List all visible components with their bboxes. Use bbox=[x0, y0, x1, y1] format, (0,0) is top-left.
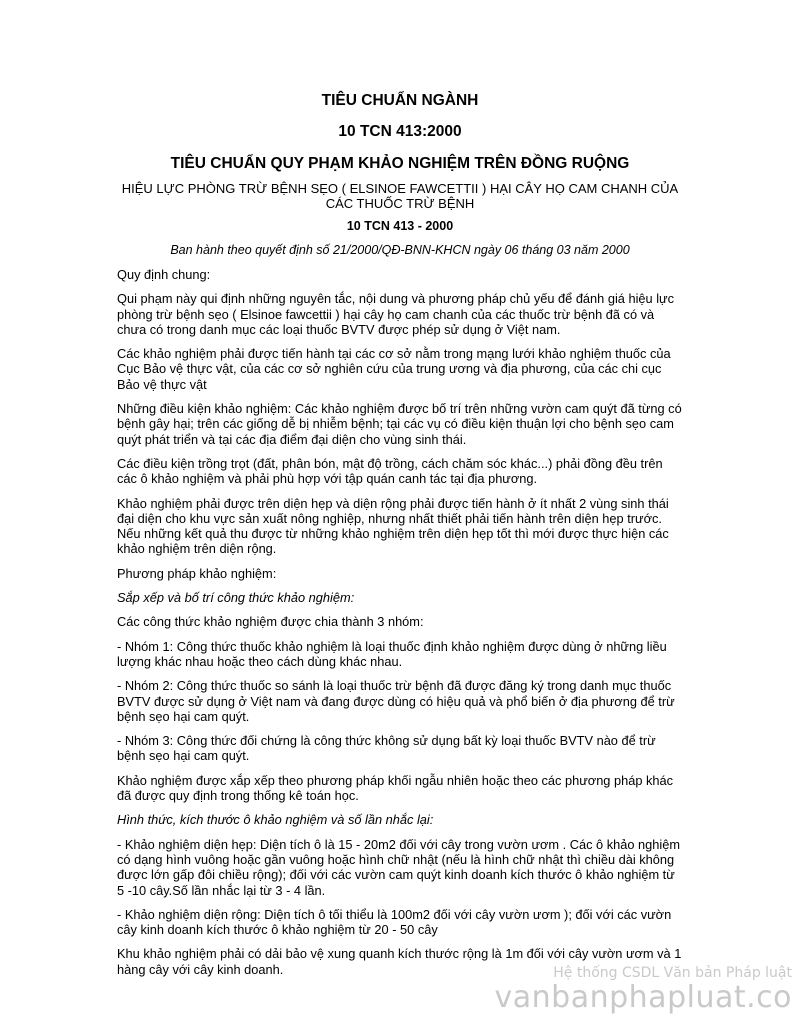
list-item: - Nhóm 3: Công thức đối chứng là công thức không sử dụng bất kỳ loại thuốc BVTV nào để trừ bệnh sẹo hại cam quýt. bbox=[117, 733, 656, 764]
watermark-site: vanbanphapluat.co bbox=[494, 980, 792, 1015]
paragraph: Các điều kiện trồng trọt (đất, phân bón, mật độ trồng, cách chăm sóc khác...) phải đồng đều trên các ô khảo nghiệm và phải phù hợp với tập quán canh tác tại địa phương. bbox=[117, 455, 663, 487]
paragraph: Quy định chung: bbox=[117, 267, 211, 282]
list-item: - Nhóm 1: Công thức thuốc khảo nghiệm là loại thuốc định khảo nghiệm được dùng ở những liều lượng khác nhau hoặc theo cách dùng khác nhau. bbox=[117, 638, 667, 669]
list-item: - Khảo nghiệm diện rộng: Diện tích ô tối thiểu là 100m2 đối với cây vườn ươm ); đối với các vườn cây kinh doanh kích thước ô khảo nghiệm từ 20 - 50 cây bbox=[117, 906, 672, 938]
document-title: TIÊU CHUẨN QUY PHẠM KHẢO NGHIỆM TRÊN ĐỒNG RUỘNG bbox=[170, 155, 630, 172]
standard-code: 10 TCN 413:2000 bbox=[338, 123, 462, 140]
section-heading: Phương pháp khảo nghiệm: bbox=[117, 565, 277, 581]
subsection-heading: Hình thức, kích thước ô khảo nghiệm và số lần nhắc lại: bbox=[117, 812, 434, 828]
document-subtitle: HIỆU LỰC PHÒNG TRỪ BỆNH SẸO ( ELSINOE FAWCETTII ) HẠI CÂY HỌ CAM CHANH CỦA CÁC THUỐC TRỪ BỆNH bbox=[121, 181, 679, 211]
paragraph: Các công thức khảo nghiệm được chia thành 3 nhóm: bbox=[117, 614, 424, 630]
paragraph: Các khảo nghiệm phải được tiến hành tại các cơ sở nằm trong mạng lưới khảo nghiệm thuốc của Cục Bảo vệ thực vật, của các cơ sở nghiên cứu của trung ương và địa phương, của các chi cục Bảo vệ thực vật bbox=[117, 346, 671, 392]
issuance-note: Ban hành theo quyết định số 21/2000/QĐ-BNN-KHCN ngày 06 tháng 03 năm 2000 bbox=[170, 243, 630, 257]
watermark-caption: Hệ thống CSDL Văn bản Pháp luật bbox=[553, 965, 792, 981]
paragraph: Những điều kiện khảo nghiệm: Các khảo nghiệm được bố trí trên những vườn cam quýt đã từng có bệnh gây hại; trên các giống dễ bị nhiễm bệnh; tại các vụ có điều kiện thuận lợi cho bệnh sẹo cam quýt phát triển và tại các địa điểm đại diện cho vùng sinh thái. bbox=[117, 401, 682, 447]
list-item: - Nhóm 2: Công thức thuốc so sánh là loại thuốc trừ bệnh đã được đăng ký trong danh mục thuốc BVTV được sử dụng ở Việt nam và đang được dùng có hiệu quả và phổ biến ở địa phương để trừ bệnh sẹo hại cam quýt. bbox=[117, 678, 675, 724]
paragraph: Khảo nghiệm phải được trên diện hẹp và diện rộng phải được tiến hành ở ít nhất 2 vùng sinh thái đại diện cho khu vực sản xuất nông nghiệp, nhưng nhất thiết phải tiến hành trên diện hẹp trước. Nếu những kết quả thu được từ những khảo nghiệm trên diện hẹp tốt thì mới được thực hiện các khảo nghiệm trên diện rộng. bbox=[117, 495, 669, 557]
subsection-heading: Sắp xếp và bố trí công thức khảo nghiệm: bbox=[117, 590, 355, 606]
paragraph: Khảo nghiệm được xắp xếp theo phương pháp khối ngẫu nhiên hoặc theo các phương pháp khác đã được quy định trong thống kê toán học. bbox=[117, 772, 674, 804]
document-code: 10 TCN 413 - 2000 bbox=[346, 219, 454, 233]
paragraph: Khu khảo nghiệm phải có dải bảo vệ xung quanh kích thước rộng là 1m đối với cây vườn ươm và 1 hàng cây với cây kinh doanh. bbox=[117, 946, 682, 977]
list-item: - Khảo nghiệm diện hẹp: Diện tích ô là 15 - 20m2 đối với cây trong vườn ươm . Các ô khảo nghiệm có dạng hình vuông hoặc gần vuông hoặc hình chữ nhật (nếu là hình chữ nhật thì chiều dài không được lớn gấp đôi chiều rộng); đối với các vườn cam quýt kinh doanh kích thước ô khảo nghiệm từ 5 -10 cây.Số lần nhắc lại từ 3 - 4 lần. bbox=[117, 836, 681, 898]
standard-title: TIÊU CHUẨN NGÀNH bbox=[321, 92, 479, 109]
paragraph: Qui phạm này qui định những nguyên tắc, nội dung và phương pháp chủ yếu để đánh giá hiệu lực phòng trừ bệnh sẹo ( Elsinoe fawcettii ) hại cây họ cam chanh của các thuốc trừ bệnh đã có và chưa có trong danh mục các loại thuốc BVTV được phép sử dụng ở Việt nam. bbox=[117, 291, 675, 337]
document-page bbox=[117, 92, 683, 986]
